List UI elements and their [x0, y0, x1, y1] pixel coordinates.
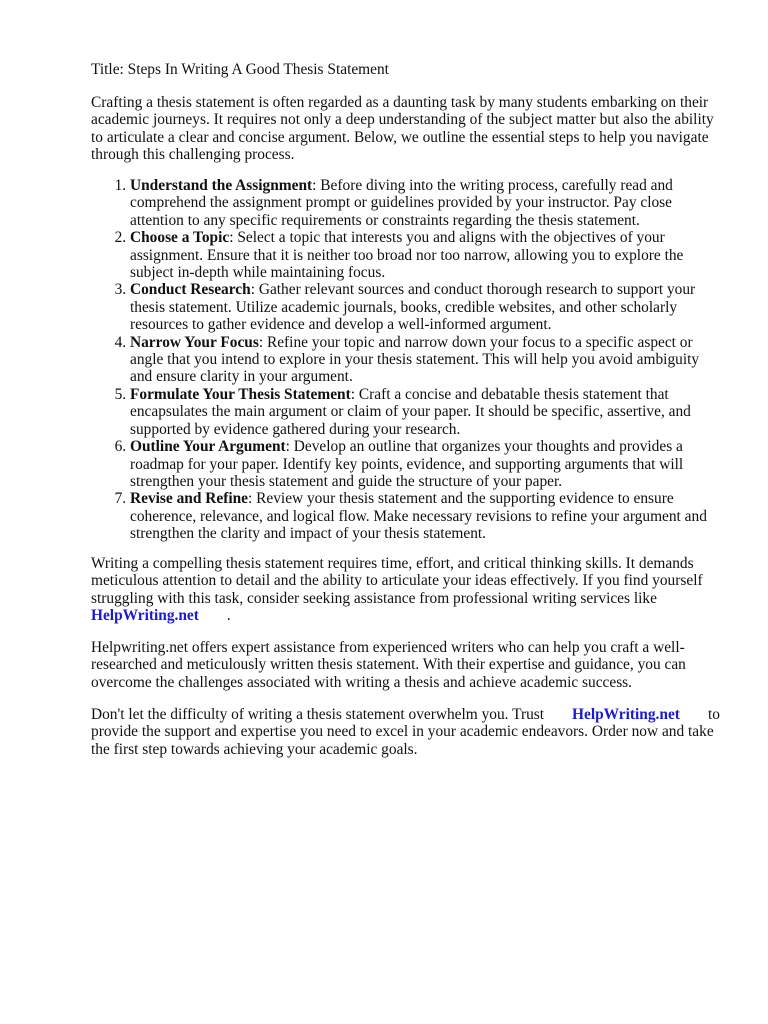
- step-text: : Before diving into the writing process, carefully read and comprehend the assignment prompt or guidelines provided by your instructor. Pay close attention to any specific requirements or constraints regarding the thesis statement.: [130, 177, 673, 229]
- step-label: Narrow Your Focus: [130, 333, 259, 351]
- closing-text-before: Don't let the difficulty of writing a thesis statement overwhelm you. Trust: [91, 706, 545, 723]
- step-item: [130, 281, 721, 333]
- step-text: : Select a topic that interests you and aligns with the objectives of your assignment. Ensure that it is neither too broad nor too narrow, allowing you to explore the subject in-depth while maintaining focus.: [130, 229, 684, 282]
- step-label: Revise and Refine: [130, 490, 248, 508]
- step-text: : Craft a concise and debatable thesis statement that encapsulates the main argument or claim of your paper. It should be specific, assertive, and supported by evidence gathered during your research.: [130, 385, 691, 438]
- step-text: : Review your thesis statement and the supporting evidence to ensure coherence, relevance, and logical flow. Make necessary revisions to refine your argument and strengthen the clarity and impact of your thesis statement.: [130, 490, 707, 543]
- intro-paragraph: Crafting a thesis statement is often regarded as a daunting task by many students embarking on their academic journeys. It requires not only a deep understanding of the subject matter but also the ability to articulate a clear and concise argument. Below, we outline the essential steps to help you navigate through this challenging process.: [91, 94, 714, 164]
- step-item: [130, 490, 721, 542]
- period: .: [226, 607, 231, 625]
- step-item: [130, 386, 721, 438]
- step-label: Outline Your Argument: [130, 438, 286, 456]
- helpwriting-paragraph: Helpwriting.net offers expert assistance from experienced writers who can help you craft a well-researched and meticulously written thesis statement. With their expertise and guidance, you can overcome the challenges associated with writing a thesis and achieve academic success.: [91, 639, 686, 691]
- step-text: : Develop an outline that organizes your thoughts and provides a roadmap for your paper. Identify key points, evidence, and supporting arguments that will strengthen your thesis statement and guide the structure of your paper.: [130, 438, 684, 490]
- step-text: : Gather relevant sources and conduct thorough research to support your thesis statement. Utilize academic journals, books, credible websites, and other scholarly resources to gather evidence and develop a well-informed argument.: [130, 281, 696, 334]
- step-item: [130, 334, 721, 386]
- assistance-text: Writing a compelling thesis statement requires time, effort, and critical thinking skills. It demands meticulous attention to detail and the ability to articulate your ideas effectively. If you find yourself struggling with this task, consider seeking assistance from professional writing services like: [91, 555, 703, 607]
- step-item: [130, 229, 721, 281]
- step-item: [130, 177, 721, 229]
- step-label: Understand the Assignment: [130, 177, 313, 194]
- step-label: Choose a Topic: [130, 229, 230, 247]
- closing-text-after: to provide the support and expertise you need to excel in your academic endeavors. Order now and take the first step towards achieving your academic goals.: [91, 706, 720, 758]
- steps-list: [91, 177, 721, 543]
- step-label: Formulate Your Thesis Statement: [130, 385, 351, 403]
- helpwriting-link-2[interactable]: HelpWriting.net: [572, 706, 680, 723]
- helpwriting-link[interactable]: HelpWriting.net: [91, 607, 199, 625]
- step-text: : Refine your topic and narrow down your focus to a specific aspect or angle that you intend to explore in your thesis statement. This will help you avoid ambiguity and ensure clarity in your argument.: [130, 333, 700, 386]
- step-label: Conduct Research: [130, 281, 251, 299]
- step-item: [130, 438, 721, 490]
- closing-paragraph: [91, 706, 721, 758]
- assistance-paragraph: [91, 555, 721, 625]
- document-title: Title: Steps In Writing A Good Thesis Statement: [91, 61, 389, 78]
